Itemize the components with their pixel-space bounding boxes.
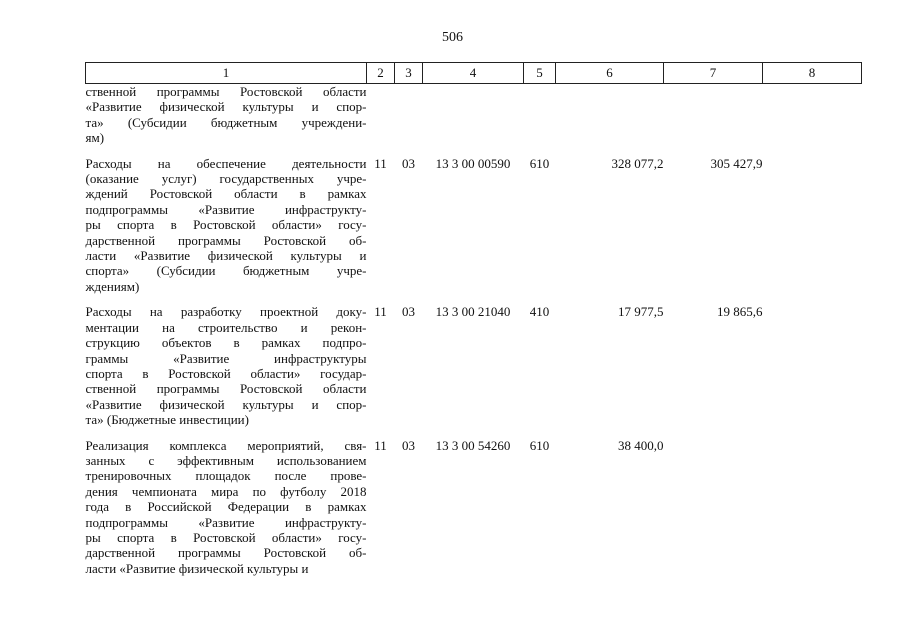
description-line: граммы «Развитие инфраструктуры (85, 350, 367, 366)
table-body (86, 84, 862, 577)
description-line: ментации на строительство и рекон- (85, 319, 367, 335)
amount-col-6: 38 400,0 (618, 437, 664, 453)
description-line: спорта в Ростовской области» государ- (85, 365, 367, 381)
description-line: тренировочных площадок после прове- (85, 468, 367, 484)
description-line: подпрограммы «Развитие инфраструкту- (85, 514, 367, 530)
amount-col-7: 305 427,9 (710, 155, 763, 171)
description-line: та» (Бюджетные инвестиции) (85, 412, 249, 428)
amount-col-8 (763, 438, 862, 577)
row-spacer (86, 294, 862, 304)
description-line: подпрограммы «Развитие инфраструкту- (85, 201, 367, 217)
target-article-code: 13 3 00 21040 (435, 304, 511, 320)
expense-description (86, 84, 367, 146)
description-line: дарственной программы Ростовской об- (85, 232, 367, 248)
description-line: дения чемпионата мира по футболу 2018 (85, 483, 367, 499)
target-article-code: 13 3 00 54260 (435, 437, 511, 453)
description-line: занных с эффективным использованием (85, 452, 367, 468)
target-article-code: 13 3 00 00590 (435, 155, 511, 171)
description-line: ры спорта в Ростовской области» госу- (85, 529, 367, 545)
amount-col-8 (763, 156, 862, 295)
expense-description (86, 156, 367, 295)
subsection-code: 03 (402, 155, 415, 171)
row-spacer (86, 146, 862, 156)
header-col-3: 3 (395, 63, 423, 84)
expense-type-code: 610 (529, 437, 550, 453)
description-line: ласти «Развитие физической культуры и (85, 248, 367, 264)
description-line: Расходы на обеспечение деятельности (85, 155, 367, 171)
section-code: 11 (374, 155, 387, 171)
expense-description (86, 304, 367, 427)
description-line: ласти «Развитие физической культуры и (85, 560, 309, 576)
amount-col-7 (664, 438, 763, 577)
header-col-6: 6 (556, 63, 664, 84)
description-line: струкцию объектов в рамках подпро- (85, 335, 367, 351)
header-col-7: 7 (664, 63, 763, 84)
amount-col-6 (556, 84, 664, 146)
table-row (86, 438, 862, 577)
target-article-code (423, 84, 524, 146)
expense-type-code: 610 (529, 155, 550, 171)
description-line: ры спорта в Ростовской области» госу- (85, 217, 367, 233)
amount-col-7 (664, 84, 763, 146)
amount-col-8 (763, 304, 862, 427)
row-spacer-cell (86, 146, 862, 156)
section-code (367, 84, 395, 146)
header-col-4: 4 (423, 63, 524, 84)
amount-col-6: 328 077,2 (611, 155, 664, 171)
header-col-8: 8 (763, 63, 862, 84)
description-line: года в Российской Федерации в рамках (85, 499, 367, 515)
subsection-code: 03 (402, 437, 415, 453)
row-spacer-cell (86, 294, 862, 304)
header-col-5: 5 (524, 63, 556, 84)
description-line: ждениям) (85, 278, 140, 294)
page-number: 506 (442, 30, 463, 45)
table-row (86, 304, 862, 427)
description-line: «Развитие физической культуры и спор- (85, 396, 367, 412)
description-line: (оказание услуг) государственных учре- (85, 171, 367, 187)
expense-description (86, 438, 367, 577)
table-row (86, 84, 862, 146)
row-spacer (86, 428, 862, 438)
description-line: «Развитие физической культуры и спор- (85, 99, 367, 115)
header-col-1: 1 (86, 63, 367, 84)
amount-col-6: 17 977,5 (618, 304, 664, 320)
section-code: 11 (374, 304, 387, 320)
subsection-code (395, 84, 423, 146)
budget-table (85, 62, 862, 576)
description-line: та» (Субсидии бюджетным учреждени- (85, 114, 367, 130)
header-row (86, 63, 862, 84)
header-col-2: 2 (367, 63, 395, 84)
amount-col-7: 19 865,6 (717, 304, 763, 320)
subsection-code: 03 (402, 304, 415, 320)
description-line: спорта» (Субсидии бюджетным учре- (85, 263, 367, 279)
description-line: ям) (85, 130, 105, 146)
row-spacer-cell (86, 428, 862, 438)
expense-type-code: 410 (529, 304, 550, 320)
description-line: дарственной программы Ростовской об- (85, 545, 367, 561)
table-row (86, 156, 862, 295)
description-line: ственной программы Ростовской области (85, 84, 367, 99)
description-line: Реализация комплекса мероприятий, свя- (85, 437, 367, 453)
description-line: Расходы на разработку проектной доку- (85, 304, 367, 320)
amount-col-8 (763, 84, 862, 146)
section-code: 11 (374, 437, 387, 453)
expense-type-code (524, 84, 556, 146)
description-line: ждений Ростовской области в рамках (85, 186, 367, 202)
description-line: ственной программы Ростовской области (85, 381, 367, 397)
